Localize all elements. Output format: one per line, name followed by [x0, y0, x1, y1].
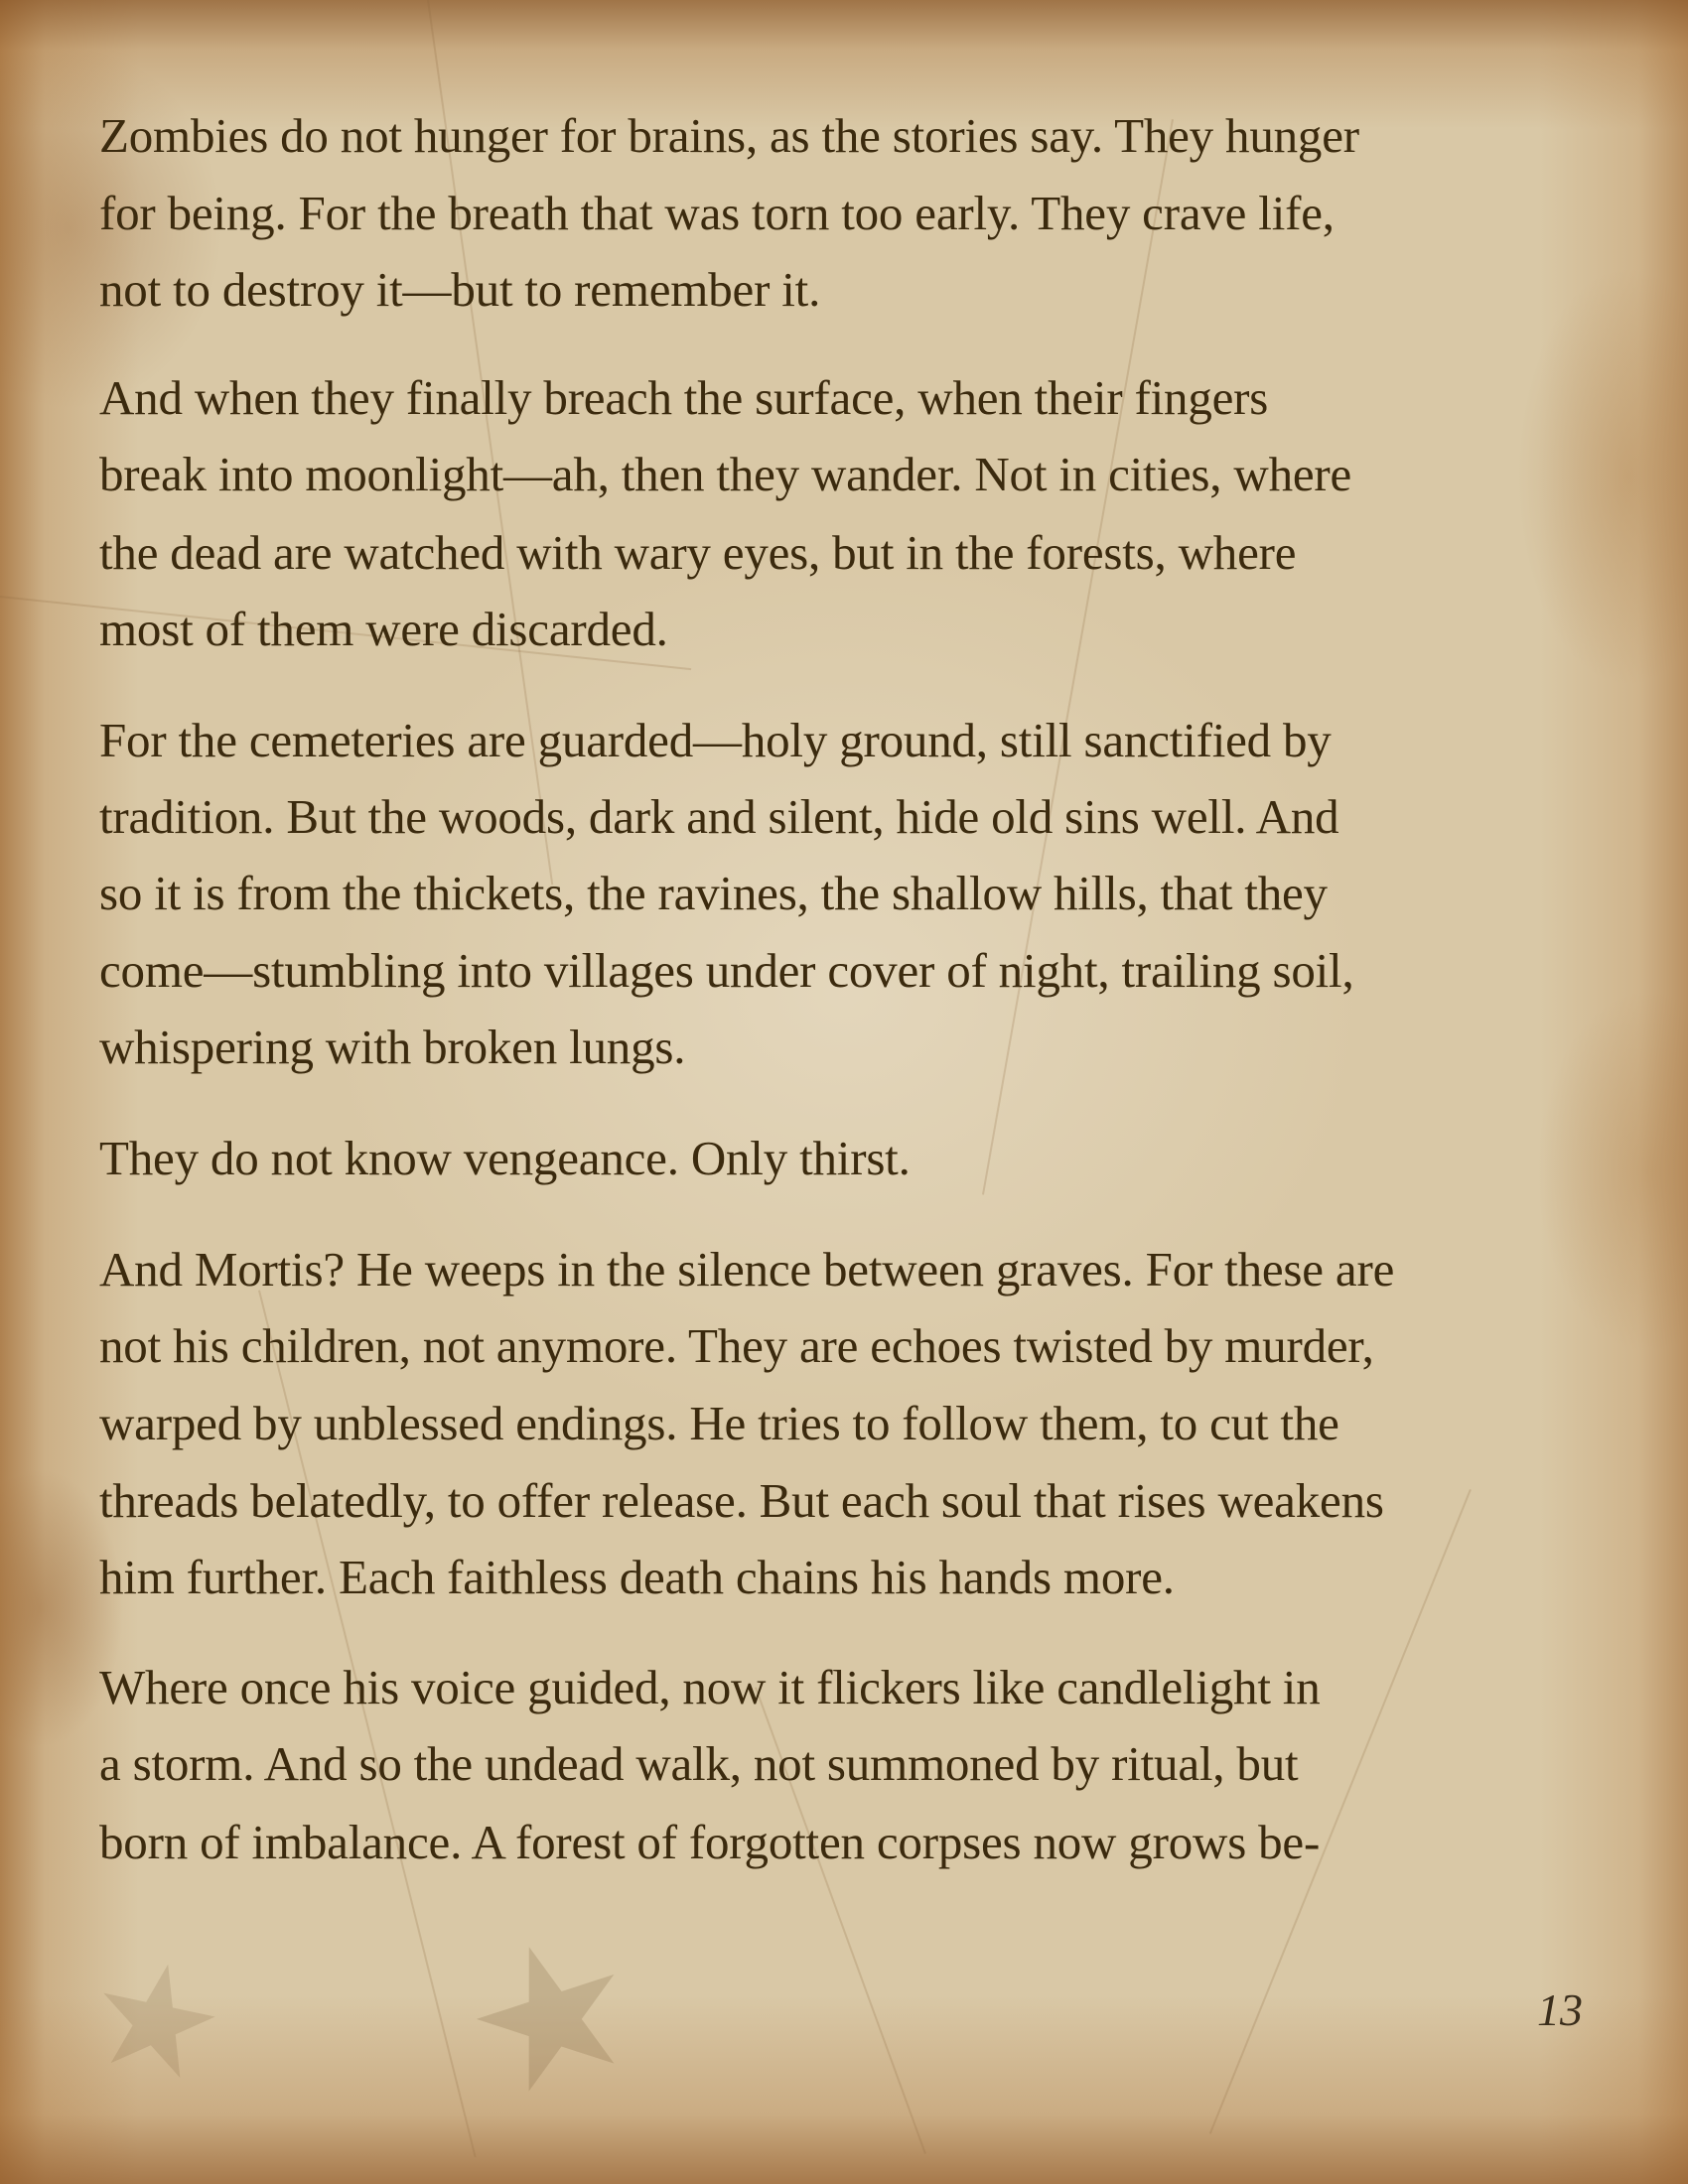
paragraph-3-line-3: so it is from the thickets, the ravines, the shallow hills, that they	[99, 866, 1328, 920]
paragraph-5-line-4: threads belatedly, to offer release. But each soul that rises weakens	[99, 1473, 1384, 1528]
paragraph-6-line-2: a storm. And so the undead walk, not summoned by ritual, but	[99, 1736, 1299, 1791]
paragraph-1-line-1: Zombies do not hunger for brains, as the stories say. They hunger	[99, 108, 1359, 163]
paragraph-5-line-2: not his children, not anymore. They are echoes twisted by murder,	[99, 1318, 1374, 1373]
paragraph-2-line-1: And when they finally breach the surface, when their fingers	[99, 370, 1269, 425]
paragraph-2-line-4: most of them were discarded.	[99, 602, 668, 656]
paragraph-2-line-2: break into moonlight—ah, then they wander. Not in cities, where	[99, 447, 1352, 501]
paragraph-2-line-3: the dead are watched with wary eyes, but in the forests, where	[99, 525, 1297, 580]
paragraph-6-line-1: Where once his voice guided, now it flickers like candlelight in	[99, 1660, 1321, 1714]
paragraph-5-line-5: him further. Each faithless death chains his hands more.	[99, 1550, 1175, 1604]
paragraph-3-line-2: tradition. But the woods, dark and silent, hide old sins well. And	[99, 789, 1339, 844]
page-number: 13	[1537, 1984, 1583, 2035]
paragraph-3-line-4: come—stumbling into villages under cover of night, trailing soil,	[99, 943, 1354, 998]
paragraph-5-line-1: And Mortis? He weeps in the silence between graves. For these are	[99, 1242, 1395, 1297]
paragraph-1-line-2: for being. For the breath that was torn too early. They crave life,	[99, 186, 1335, 240]
crease-decoration	[1209, 1489, 1472, 2134]
star-icon: ★	[72, 1921, 240, 2119]
crease-decoration	[982, 119, 1174, 1195]
paragraph-1-line-3: not to destroy it—but to remember it.	[99, 262, 821, 317]
star-icon: ★	[436, 1884, 666, 2145]
paragraph-3-line-5: whispering with broken lungs.	[99, 1020, 686, 1074]
paragraph-6-line-3: born of imbalance. A forest of forgotten corpses now grows be-	[99, 1815, 1321, 1869]
paragraph-5-line-3: warped by unblessed endings. He tries to follow them, to cut the	[99, 1396, 1339, 1450]
paragraph-3-line-1: For the cemeteries are guarded—holy ground, still sanctified by	[99, 713, 1332, 767]
paragraph-4-line-1: They do not know vengeance. Only thirst.	[99, 1131, 911, 1185]
